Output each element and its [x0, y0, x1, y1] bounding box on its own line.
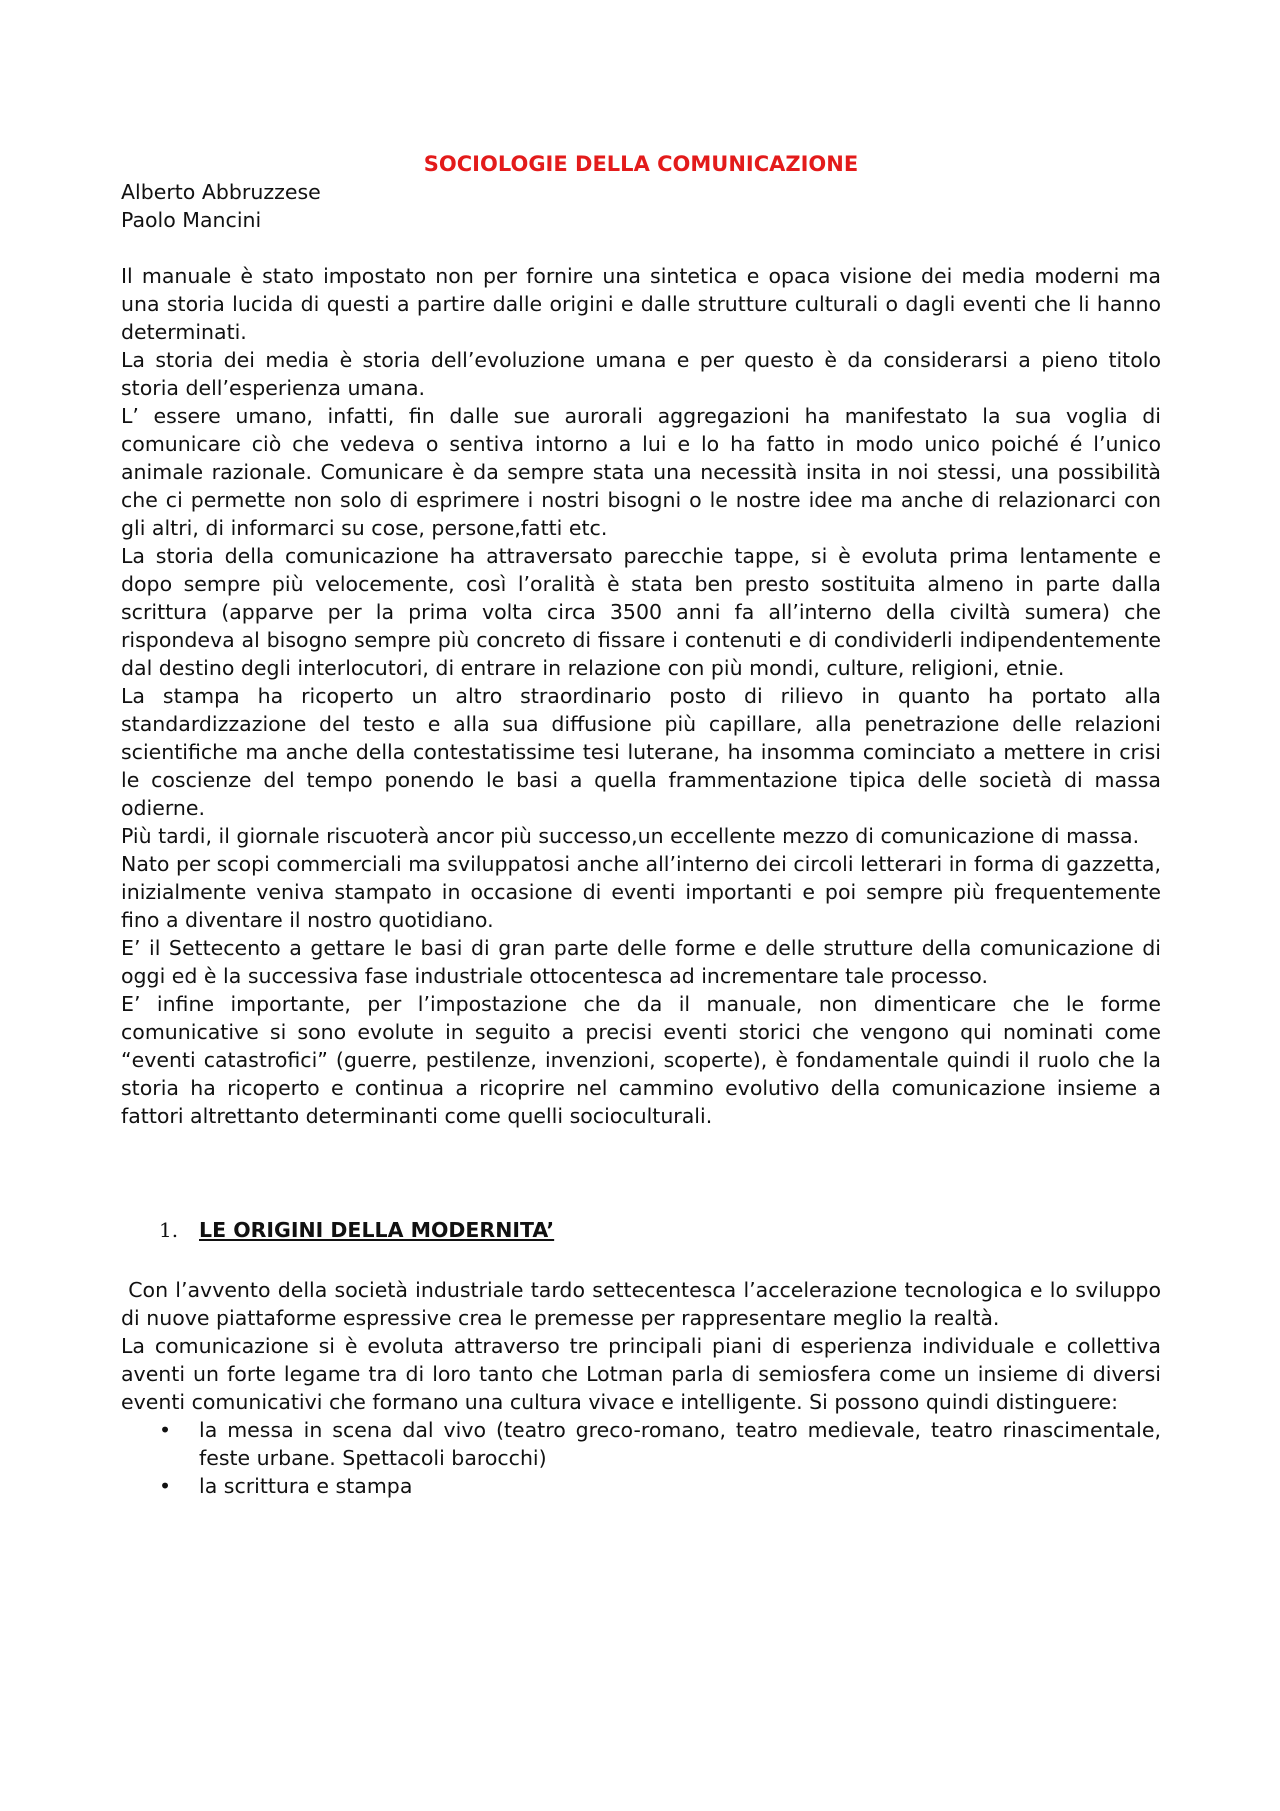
list-item: [121, 1472, 1161, 1500]
blank-line: [121, 234, 1161, 262]
intro-paragraph: La storia dei media è storia dell’evoluzione umana e per questo è da considerarsi a pieno titolo storia dell’esperienza umana.: [121, 348, 1161, 400]
intro-paragraph: Nato per scopi commerciali ma sviluppatosi anche all’interno dei circoli letterari in forma di gazzetta, inizialmente veniva stampato in occasione di eventi importanti e poi sempre più frequentemente fino a diventare il nostro quotidiano.: [121, 852, 1161, 932]
intro-paragraph: L’ essere umano, infatti, fin dalle sue aurorali aggregazioni ha manifestato la sua voglia di comunicare ciò che vedeva o sentiva intorno a lui e lo ha fatto in modo unico poiché é l’unico animale razionale. Comunicare è da sempre stata una necessità insita in noi stessi, una possibilità che ci permette non solo di esprimere i nostri bisogni o le nostre idee ma anche di relazionarci con gli altri, di informarci su cose, persone,fatti etc.: [121, 404, 1161, 540]
intro-paragraph: La storia della comunicazione ha attraversato parecchie tappe, si è evoluta prima lentamente e dopo sempre più velocemente, così l’oralità è stata ben presto sostituita almeno in parte dalla scrittura (apparve per la prima volta circa 3500 anni fa all’interno della civiltà sumera) che rispondeva al bisogno sempre più concreto di fissare i contenuti e di condividerli indipendentemente dal destino degli interlocutori, di entrare in relazione con più mondi, culture, religioni, etnie.: [121, 544, 1161, 680]
intro-paragraph: Più tardi, il giornale riscuoterà ancor più successo,un eccellente mezzo di comunicazione di massa.: [121, 824, 1140, 848]
list-item-text: la scrittura e stampa: [199, 1474, 413, 1498]
bullet-icon: •: [159, 1474, 172, 1498]
bullet-list: [121, 1416, 1161, 1500]
section-paragraph: La comunicazione si è evoluta attraverso tre principali piani di esperienza individuale e collettiva aventi un forte legame tra di loro tanto che Lotman parla di semiosfera come un insieme di diversi eventi comunicativi che formano una cultura vivace e intelligente. Si possono quindi distinguere:: [121, 1334, 1161, 1414]
section-number: 1.: [159, 1218, 179, 1242]
intro-paragraph: Il manuale è stato impostato non per fornire una sintetica e opaca visione dei media moderni ma una storia lucida di questi a partire dalle origini e dalle strutture culturali o dagli eventi che li hanno determinati.: [121, 264, 1161, 344]
document-page: [121, 150, 1168, 1500]
intro-paragraph: La stampa ha ricoperto un altro straordinario posto di rilievo in quanto ha portato alla standardizzazione del testo e alla sua diffusione più capillare, alla penetrazione delle relazioni scientifiche ma anche della contestatissime tesi luterane, ha insomma cominciato a mettere in crisi le coscienze del tempo ponendo le basi a quella frammentazione tipica delle società di massa odierne.: [121, 684, 1161, 820]
document-title: SOCIOLOGIE DELLA COMUNICAZIONE: [423, 152, 859, 176]
author-line: Alberto Abbruzzese: [121, 180, 321, 204]
list-item-text: la messa in scena dal vivo (teatro greco-romano, teatro medievale, teatro rinascimentale, feste urbane. Spettacoli barocchi): [199, 1418, 1161, 1470]
section-paragraph: Con l’avvento della società industriale tardo settecentesca l’accelerazione tecnologica e lo sviluppo di nuove piattaforme espressive crea le premesse per rappresentare meglio la realtà.: [121, 1278, 1168, 1330]
section-title: LE ORIGINI DELLA MODERNITA’: [199, 1218, 555, 1242]
section-heading: [121, 1216, 1161, 1244]
list-item: [121, 1416, 1161, 1472]
author-line: Paolo Mancini: [121, 208, 262, 232]
intro-paragraph: E’ infine importante, per l’impostazione che da il manuale, non dimenticare che le forme comunicative si sono evolute in seguito a precisi eventi storici che vengono qui nominati come “eventi catastrofici” (guerre, pestilenze, invenzioni, scoperte), è fondamentale quindi il ruolo che la storia ha ricoperto e continua a ricoprire nel cammino evolutivo della comunicazione insieme a fattori altrettanto determinanti come quelli socioculturali.: [121, 992, 1161, 1128]
bullet-icon: •: [159, 1418, 172, 1442]
intro-paragraph: E’ il Settecento a gettare le basi di gran parte delle forme e delle strutture della comunicazione di oggi ed è la successiva fase industriale ottocentesca ad incrementare tale processo.: [121, 936, 1161, 988]
